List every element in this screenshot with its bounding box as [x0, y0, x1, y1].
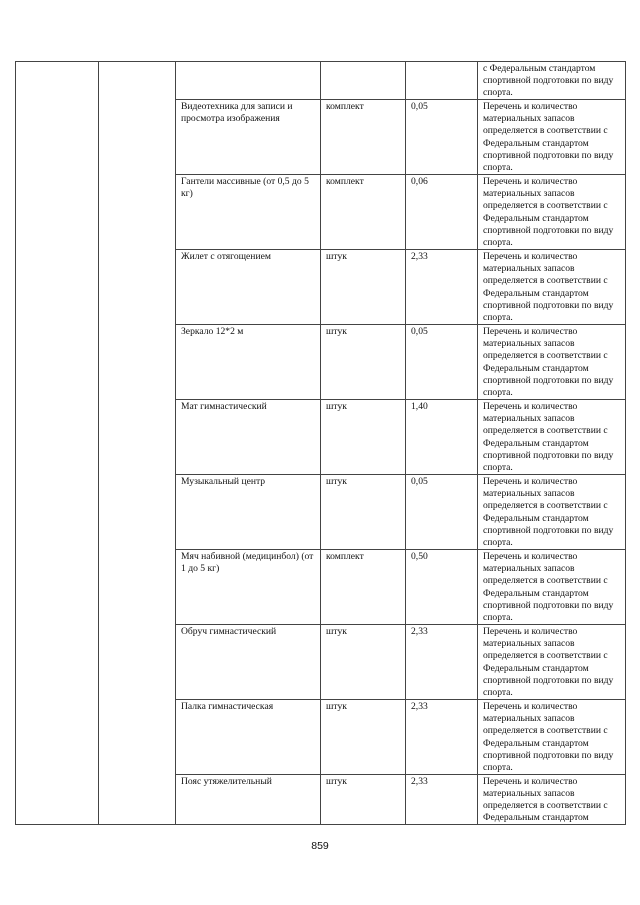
section-number-cell: [16, 62, 99, 825]
note-cell: Перечень и количество материальных запасов определяется в соответствии с Федеральным стандартом спортивной подготовки по виду спорта.: [478, 625, 626, 700]
note-cell: Перечень и количество материальных запасов определяется в соответствии с Федеральным стандартом спортивной подготовки по виду спорта.: [478, 250, 626, 325]
quantity-cell: 1,40: [406, 400, 478, 475]
note-cell: Перечень и количество материальных запасов определяется в соответствии с Федеральным стандартом спортивной подготовки по виду спорта.: [478, 550, 626, 625]
unit-cell: штук: [321, 250, 406, 325]
item-name-cell: [176, 62, 321, 100]
item-name-cell: Гантели массивные (от 0,5 до 5 кг): [176, 175, 321, 250]
note-cell: с Федеральным стандартом спортивной подготовки по виду спорта.: [478, 62, 626, 100]
quantity-cell: 0,05: [406, 100, 478, 175]
item-name-cell: Обруч гимнастический: [176, 625, 321, 700]
item-name-cell: Палка гимнастическая: [176, 700, 321, 775]
unit-cell: штук: [321, 325, 406, 400]
quantity-cell: 2,33: [406, 700, 478, 775]
quantity-cell: 0,50: [406, 550, 478, 625]
quantity-cell: 2,33: [406, 625, 478, 700]
section-title-cell: [99, 62, 176, 825]
unit-cell: [321, 62, 406, 100]
table-row: [16, 62, 626, 100]
item-name-cell: Видеотехника для записи и просмотра изображения: [176, 100, 321, 175]
quantity-cell: 0,05: [406, 325, 478, 400]
item-name-cell: Мяч набивной (медицинбол) (от 1 до 5 кг): [176, 550, 321, 625]
note-cell: Перечень и количество материальных запасов определяется в соответствии с Федеральным стандартом спортивной подготовки по виду спорта.: [478, 100, 626, 175]
page-number: 859: [311, 840, 329, 852]
item-name-cell: Жилет с отягощением: [176, 250, 321, 325]
note-cell: Перечень и количество материальных запасов определяется в соответствии с Федеральным стандартом спортивной подготовки по виду спорта.: [478, 475, 626, 550]
unit-cell: штук: [321, 700, 406, 775]
unit-cell: комплект: [321, 550, 406, 625]
quantity-cell: 0,06: [406, 175, 478, 250]
unit-cell: комплект: [321, 175, 406, 250]
unit-cell: комплект: [321, 100, 406, 175]
unit-cell: штук: [321, 475, 406, 550]
item-name-cell: Мат гимнастический: [176, 400, 321, 475]
item-name-cell: Зеркало 12*2 м: [176, 325, 321, 400]
unit-cell: штук: [321, 400, 406, 475]
note-cell: Перечень и количество материальных запасов определяется в соответствии с Федеральным стандартом спортивной подготовки по виду спорта.: [478, 700, 626, 775]
equipment-table: [15, 61, 626, 825]
quantity-cell: [406, 62, 478, 100]
item-name-cell: Музыкальный центр: [176, 475, 321, 550]
quantity-cell: 2,33: [406, 250, 478, 325]
unit-cell: штук: [321, 625, 406, 700]
quantity-cell: 2,33: [406, 774, 478, 824]
note-cell: Перечень и количество материальных запасов определяется в соответствии с Федеральным стандартом: [478, 774, 626, 824]
quantity-cell: 0,05: [406, 475, 478, 550]
note-cell: Перечень и количество материальных запасов определяется в соответствии с Федеральным стандартом спортивной подготовки по виду спорта.: [478, 325, 626, 400]
item-name-cell: Пояс утяжелительный: [176, 774, 321, 824]
unit-cell: штук: [321, 774, 406, 824]
note-cell: Перечень и количество материальных запасов определяется в соответствии с Федеральным стандартом спортивной подготовки по виду спорта.: [478, 175, 626, 250]
note-cell: Перечень и количество материальных запасов определяется в соответствии с Федеральным стандартом спортивной подготовки по виду спорта.: [478, 400, 626, 475]
